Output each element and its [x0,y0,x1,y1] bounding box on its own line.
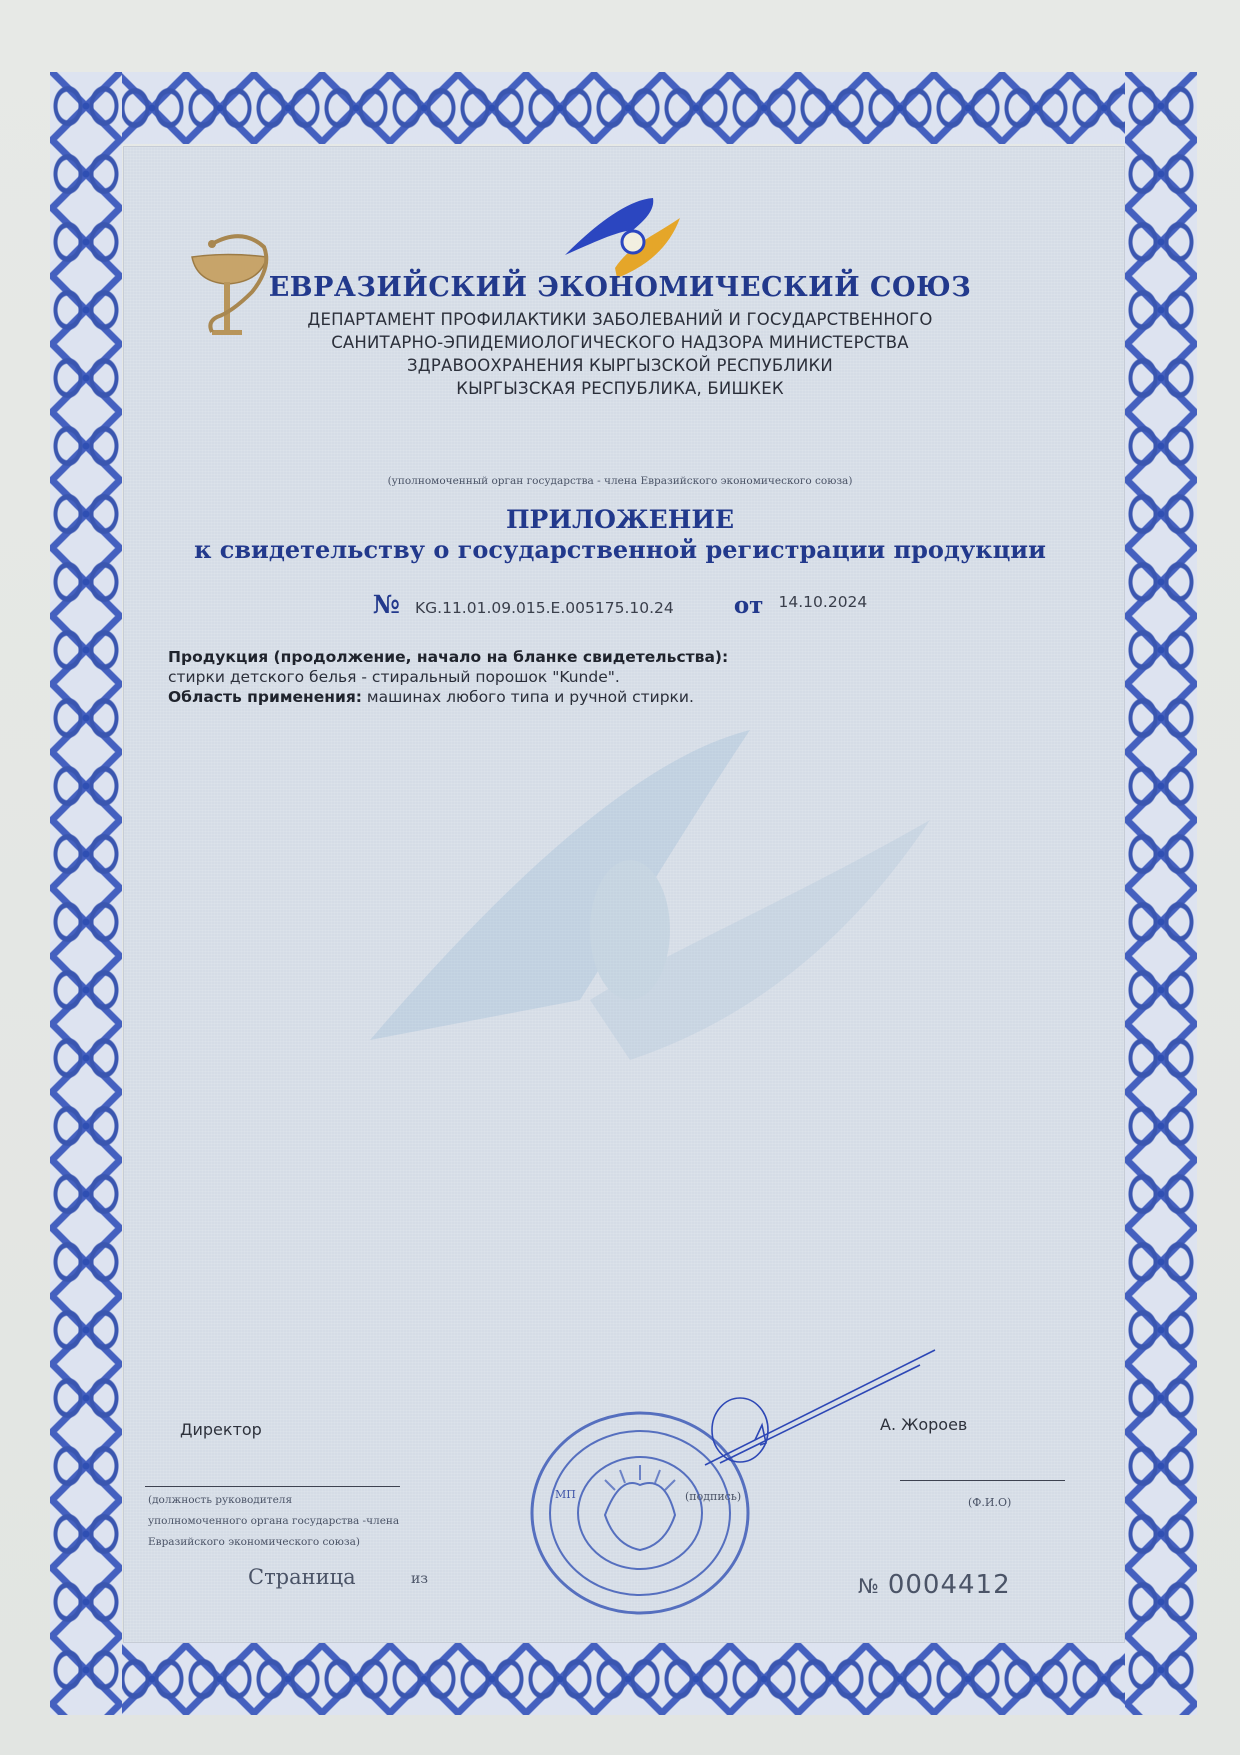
scope-label: Область применения: [168,688,362,706]
position-caption-line: Евразийского экономического союза) [148,1536,360,1548]
document-title: ПРИЛОЖЕНИЕ [505,505,735,534]
ornamental-border-top [50,72,1197,144]
position-caption-line: (должность руководителя [148,1494,293,1506]
document-subtitle: к свидетельству о государственной регистрации продукции [194,535,1046,564]
number-sign: № [372,590,400,619]
serial-number-value: 0004412 [887,1570,1011,1600]
authority-caption: (уполномоченный орган государства - члена Евразийского экономического союза) [387,475,853,487]
position-caption [148,1490,448,1553]
serial-number-sign: № [858,1574,880,1598]
product-description [168,647,1048,707]
registration-number-row [0,590,1240,619]
registration-number: KG.11.01.09.015.E.005175.10.24 [414,599,674,617]
page-of-label: из [411,1571,428,1587]
registration-date: 14.10.2024 [778,593,868,611]
ornamental-border-bottom [50,1643,1197,1715]
name-underline [900,1480,1065,1481]
department-line: ЗДРАВООХРАНЕНИЯ КЫРГЫЗСКОЙ РЕСПУБЛИКИ [407,356,833,375]
scope-row [168,687,1048,707]
product-text: стирки детского белья - стиральный порошок "Kunde". [168,668,620,686]
blank-serial-number [858,1570,1011,1600]
stamp-place-label: МП [555,1488,576,1501]
handwritten-signature-icon [700,1345,940,1475]
page-label: Страница [248,1565,356,1589]
eaeu-logo-icon [555,190,685,280]
date-from-label: от [733,592,764,619]
position-caption-line: уполномоченного органа государства -члена [148,1515,400,1527]
department-line: КЫРГЫЗСКАЯ РЕСПУБЛИКА, БИШКЕК [456,379,784,398]
department-line: САНИТАРНО-ЭПИДЕМИОЛОГИЧЕСКОГО НАДЗОРА МИНИСТЕРСТВА [331,333,909,352]
signature-caption: (подпись) [685,1490,742,1503]
organization-title: ЕВРАЗИЙСКИЙ ЭКОНОМИЧЕСКИЙ СОЮЗ [268,272,972,303]
position-underline [145,1486,400,1487]
name-caption: (Ф.И.О) [968,1496,1012,1509]
department-line: ДЕПАРТАМЕНТ ПРОФИЛАКТИКИ ЗАБОЛЕВАНИЙ И ГОСУДАРСТВЕННОГО [307,310,933,329]
product-label: Продукция (продолжение, начало на бланке свидетельства): [168,648,729,666]
eaeu-watermark-icon [330,700,950,1080]
signatory-name: А. Жороев [880,1415,968,1434]
signatory-position: Директор [180,1420,262,1439]
scope-text: машинах любого типа и ручной стирки. [361,688,694,706]
